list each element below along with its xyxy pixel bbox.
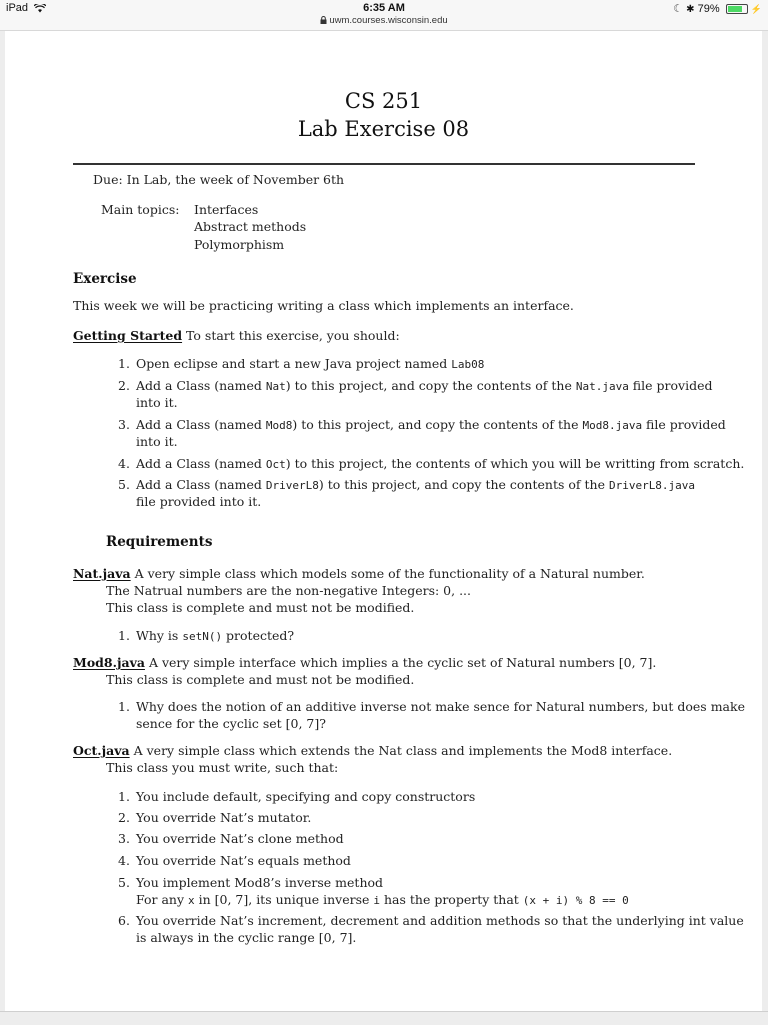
step-number: 2. — [118, 378, 130, 393]
nat-line: This class is complete and must not be modified. — [106, 600, 415, 615]
step-text-cont: into it. — [136, 395, 178, 410]
step-code: Lab08 — [451, 358, 485, 371]
getting-started-label: Getting Started — [73, 328, 183, 343]
question-number: 1. — [118, 699, 130, 714]
topic-item: Abstract methods — [194, 219, 307, 234]
topics-label: Main topics: — [101, 202, 180, 217]
battery-level — [728, 6, 742, 12]
step-code: Mod8.java — [582, 419, 643, 432]
step-text-cont: into it. — [136, 434, 178, 449]
step-number: 1. — [118, 356, 130, 371]
item-text: You include default, specifying and copy constructors — [136, 789, 476, 804]
document-page[interactable] — [5, 31, 762, 1011]
step-text — [136, 456, 744, 471]
item-text: You override Nat’s equals method — [136, 853, 351, 868]
charging-icon: ⚡ — [750, 4, 762, 14]
due-date: Due: In Lab, the week of November 6th — [93, 172, 345, 187]
course-title: CS 251 — [344, 89, 423, 113]
step-text-part: Add a Class (named — [136, 378, 266, 393]
oct-section — [73, 743, 672, 758]
battery-icon — [726, 4, 748, 14]
mod8-label: Mod8.java — [73, 655, 145, 670]
item-number: 2. — [118, 810, 130, 825]
url-text: uwm.courses.wisconsin.edu — [329, 15, 448, 26]
step-text-part: Add a Class (named — [136, 417, 266, 432]
item-number: 3. — [118, 831, 130, 846]
step-text-part: Add a Class (named — [136, 477, 266, 492]
nat-label: Nat.java — [73, 566, 131, 581]
item-text: You override Nat’s clone method — [136, 831, 344, 846]
exercise-text: This week we will be practicing writing a class which implements an interface. — [73, 298, 574, 313]
mod8-section — [73, 655, 656, 670]
device-name: iPad — [6, 2, 29, 14]
step-text-part: ) to this project, and copy the contents of the — [292, 417, 583, 432]
title-divider — [73, 163, 695, 165]
item-sub-part: has the property that — [380, 892, 523, 907]
exercise-heading: Exercise — [73, 271, 137, 287]
item-sub-code: i — [373, 894, 381, 907]
nat-section — [73, 566, 645, 581]
getting-started — [73, 328, 400, 343]
requirements-heading: Requirements — [106, 534, 213, 550]
oct-desc: A very simple class which extends the Nat class and implements the Mod8 interface. — [133, 743, 673, 758]
step-text-cont: file provided into it. — [136, 494, 262, 509]
step-text-part: ) to this project, and copy the contents of the — [285, 378, 576, 393]
status-right — [673, 2, 762, 15]
bottom-edge — [0, 1011, 768, 1025]
item-text-cont: is always in the cyclic range [0, 7]. — [136, 930, 357, 945]
step-text-part: ) to this project, and copy the contents of the — [318, 477, 609, 492]
battery-percent: 79% — [697, 3, 720, 15]
step-number: 4. — [118, 456, 130, 471]
getting-started-text: To start this exercise, you should: — [186, 328, 400, 343]
step-text-part: Open eclipse and start a new Java project named — [136, 356, 452, 371]
question-text: Why does the notion of an additive inverse not make sence for Natural numbers, but does make — [136, 699, 745, 714]
step-code: Oct — [265, 458, 286, 471]
item-text: You override Nat’s mutator. — [136, 810, 312, 825]
mod8-desc: A very simple interface which implies a the cyclic set of Natural numbers [0, 7]. — [148, 655, 657, 670]
step-text — [136, 356, 484, 371]
item-sub-part: in [0, 7], its unique inverse — [194, 892, 374, 907]
topic-item: Interfaces — [194, 202, 259, 217]
step-number: 3. — [118, 417, 130, 432]
nat-desc: A very simple class which models some of the functionality of a Natural number. — [134, 566, 645, 581]
step-code: DriverL8.java — [608, 479, 696, 492]
question-text-cont: sence for the cyclic set [0, 7]? — [136, 716, 326, 731]
rotation-lock-icon: ☾ — [673, 3, 684, 15]
clock: 6:35 AM — [363, 2, 405, 14]
step-code: DriverL8 — [265, 479, 319, 492]
status-bar — [0, 0, 768, 31]
item-sub-code: (x + i) % 8 == 0 — [522, 894, 629, 907]
nat-line: The Natrual numbers are the non-negative Integers: 0, ... — [106, 583, 471, 598]
question-text — [136, 628, 294, 643]
step-text-part: Add a Class (named — [136, 456, 266, 471]
step-text-part: file provided — [628, 378, 713, 393]
item-sub-part: For any — [136, 892, 189, 907]
item-sub-code: x — [188, 894, 195, 907]
mod8-line: This class is complete and must not be modified. — [106, 672, 415, 687]
item-number: 6. — [118, 913, 130, 928]
step-text — [136, 477, 695, 492]
step-number: 5. — [118, 477, 130, 492]
item-number: 4. — [118, 853, 130, 868]
item-text: You override Nat’s increment, decrement and addition methods so that the underlying int value — [136, 913, 744, 928]
question-code: setN() — [182, 630, 223, 643]
question-part: Why is — [136, 628, 183, 643]
oct-label: Oct.java — [73, 743, 130, 758]
item-text: You implement Mod8’s inverse method — [136, 875, 384, 890]
oct-line: This class you must write, such that: — [106, 760, 339, 775]
item-number: 1. — [118, 789, 130, 804]
question-number: 1. — [118, 628, 130, 643]
lab-title: Lab Exercise 08 — [297, 117, 470, 141]
item-subtext — [136, 892, 629, 907]
step-code: Mod8 — [265, 419, 293, 432]
url-bar[interactable] — [0, 15, 768, 26]
lock-icon — [320, 16, 327, 24]
bluetooth-icon: ✱ — [686, 4, 695, 15]
step-text — [136, 378, 712, 393]
step-code: Nat.java — [575, 380, 629, 393]
item-number: 5. — [118, 875, 130, 890]
step-text-part: ) to this project, the contents of which you will be writting from scratch. — [285, 456, 745, 471]
question-part: protected? — [222, 628, 295, 643]
step-text-part: file provided — [642, 417, 726, 432]
topic-item: Polymorphism — [194, 237, 285, 252]
step-text — [136, 417, 726, 432]
step-code: Nat — [265, 380, 286, 393]
